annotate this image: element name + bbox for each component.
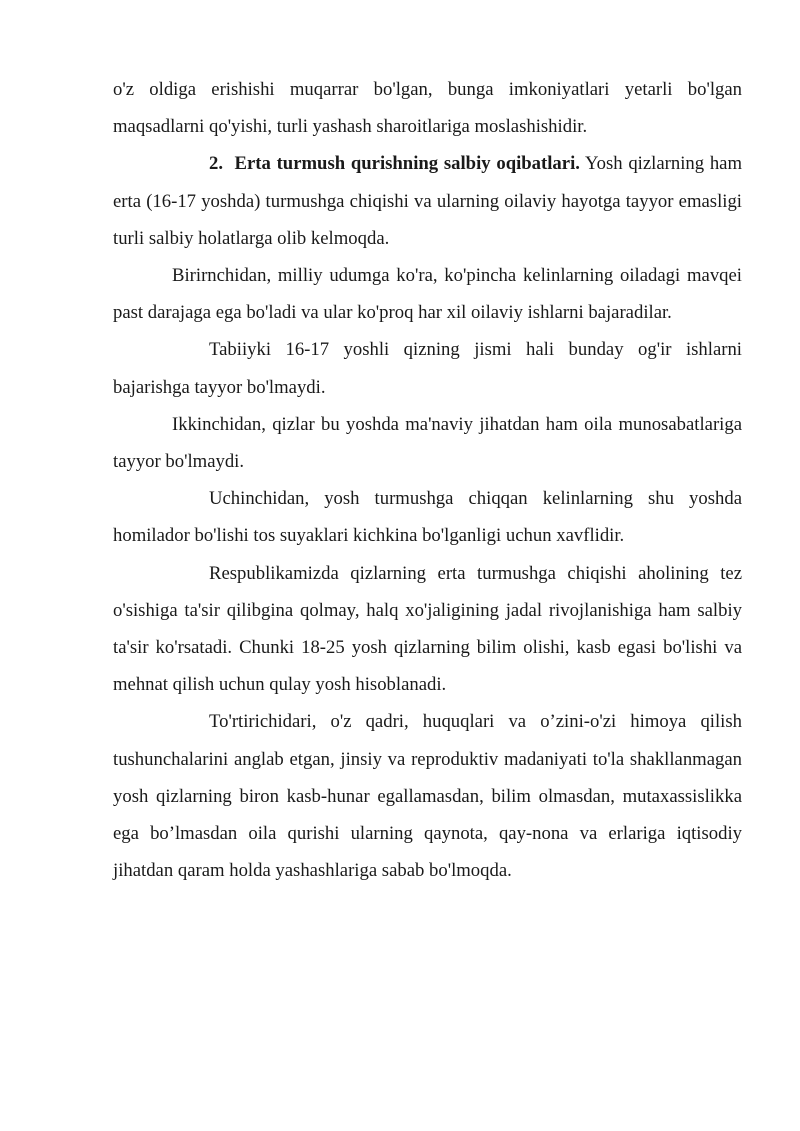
paragraph-first-reason	[113, 257, 742, 331]
paragraph-text: Ikkinchidan, qizlar bu yoshda ma'naviy jihatdan ham oila munosabatlariga tayyor bo'lmaydi.	[113, 413, 742, 473]
paragraph-text: o'z oldiga erishishi muqarrar bo'lgan, bunga imkoniyatlari yetarli bo'lgan maqsadlarni qo'yishi, turli yashash sharoitlariga moslashishidir.	[113, 79, 742, 138]
paragraph-text: Respublikamizda qizlarning erta turmushga chiqishi aholining tez o'sishiga ta'sir qilibgina qolmay, halq xo'jaligining jadal rivojlanishiga ham salbiy ta'sir ko'rsatadi. Chunki 18-25 yosh qizlarning bilim olishi, kasb egasi bo'lishi va mehnat qilish uchun qulay yosh hisoblanadi.	[113, 562, 742, 696]
paragraph-text: Uchinchidan, yosh turmushga chiqqan kelinlarning shu yoshda homilador bo'lishi tos suyaklari kichkina bo'lganligi uchun xavflidir.	[113, 488, 742, 547]
section-title: Erta turmush qurishning salbiy oqibatlari.	[234, 153, 580, 175]
paragraph-population-growth	[113, 555, 742, 704]
paragraph-continuation	[113, 71, 742, 145]
section-number: 2.	[209, 153, 224, 175]
paragraph-physical-readiness	[113, 331, 742, 405]
paragraph-text: Yosh qizlarning ham erta (16-17 yoshda) turmushga chiqishi va ularning oilaviy hayotga tayyor emasligi turli salbiy holatlarga olib kelmoqda.	[113, 153, 743, 249]
paragraph-text: To'rtirichidari, o'z qadri, huquqlari va o’zini-o'zi himoya qilish tushunchalarini anglab etgan, jinsiy va reproduktiv madaniyati to'la shakllanmagan yosh qizlarning biron kasb-hunar egallamasdan, bilim olmasdan, mutaxassislikka ega bo’lmasdan oila qurishi ularning qaynota, qay-nona va erlariga iqtisodiy jihatdan qaram holda yashashlariga sabab bo'lmoqda.	[113, 711, 742, 882]
paragraph-second-reason	[113, 406, 742, 480]
paragraph-text: Birirnchidan, milliy udumga ko'ra, ko'pincha kelinlarning oiladagi mavqei past darajaga ega bo'ladi va ular ko'proq har xil oilaviy ishlarni bajaradilar.	[113, 265, 742, 324]
document-page	[113, 71, 742, 889]
paragraph-third-reason	[113, 480, 742, 554]
paragraph-text: Tabiiyki 16-17 yoshli qizning jismi hali bunday og'ir ishlarni bajarishga tayyor bo'lmaydi.	[113, 339, 742, 398]
section-heading-paragraph	[113, 145, 742, 257]
paragraph-fourth-reason	[113, 703, 742, 889]
